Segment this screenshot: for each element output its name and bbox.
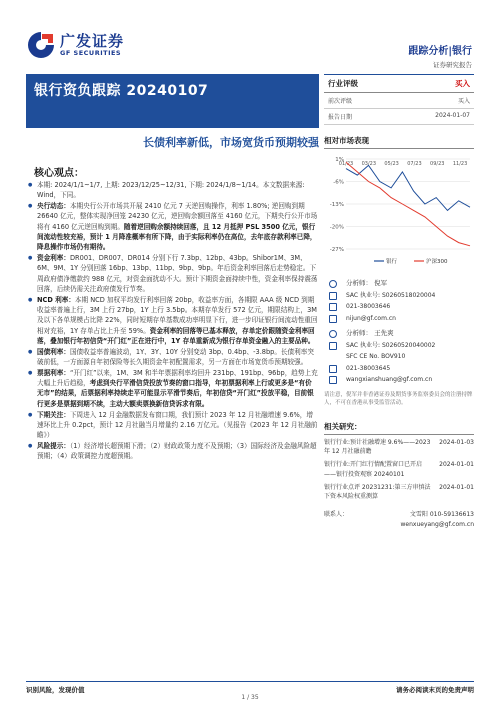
x-tick-label: 11/23 [452,161,468,167]
item-lead: 央行动态： [37,202,70,211]
contact-label: 联系人： [324,511,349,519]
report-subtitle: 长债利率新低，市场宽货币预期较强 [143,136,319,149]
core-view-heading: 核心观点： [34,168,84,179]
chart-heading: 相对市场表现 [324,135,474,149]
analyst-cert: SAC 执业号: S0260518020004 [346,291,436,299]
report-subcategory: 证券研究报告 [433,61,472,69]
related-date: 2024-01-01 [439,483,474,491]
analyst-email[interactable]: wangxianshuang@gf.com.cn [346,376,433,383]
core-view-item [26,441,318,462]
prev-rating-row [324,93,474,109]
related-title: 银行行业:开门红行情配置窗口已开启——银行投资观察 20240101 [324,461,423,478]
report-category: 跟踪分析|银行 [408,46,472,57]
x-tick-label: 05/23 [384,161,399,167]
item-lead: NCD 利率： [37,295,75,304]
related-item[interactable] [324,460,474,480]
y-tick-label: -13% [329,202,344,208]
related-list [324,438,474,503]
analyst-name: 分析师： 倪军 [346,279,388,287]
analyst-list [324,279,474,385]
page-number: 1 / 35 [241,694,259,701]
report-title: 银行资负跟踪 20240107 [34,83,209,99]
phone-icon [329,303,337,311]
y-tick-label: -27% [329,247,344,253]
related-heading: 相关研究： [324,421,474,435]
item-lead: 票据利率： [37,368,70,377]
item-text: （1）经济增长超预期下滑；（2）财政政策力度不及预期；（3）国际经济及金融风险超预期；（4）政策调控力度超预期。 [37,441,317,461]
core-view-item [26,295,318,346]
analyst-phone: 021-38003645 [346,364,391,372]
footer-divider [26,681,474,682]
item-text: 国债收益率普遍波动，1Y、3Y、10Y 分别变动 3bp、0.4bp、-3.8bp。长债利率突破前低，一方面源自年初保险等长久期资金年初配置需求，另一方面在市场宽货币预期较强。 [37,347,314,367]
x-tick-label: 03/23 [361,161,377,167]
core-view-item [26,201,318,252]
item-text: 本期 NCD 加权平均发行利率回落 20bp，收益率方面，各期限 AAA 级 NCD 到期收益率普遍上行，3M 上行 27bp，1Y 上行 3.5bp。本期存单发行 572 亿元，期限结构上，3M 及以下各单规模占比降 22%，同时短期存单基数成功率明显下行，进一步印证银行间流动性重回相对充裕，1Y 存单占比上升至 59%。 [37,295,318,335]
logo-text-cn: 广发证券 [60,31,125,50]
chart-svg [324,153,474,273]
y-tick-label: -6% [333,179,344,186]
sidebar [324,74,474,530]
item-lead: 资金利率： [37,254,70,263]
y-tick-label: -20% [329,224,344,231]
badge-icon [329,292,337,300]
item-emphasis: 随着逆回购余额持续回落，且 12 月抵押 PSL 3500 亿元，银行间流动性较充裕，预计 1 月降准概率有所下降，由于实际利率仍在高位，去年底存款利率已降，降息操作市场仍有期待。 [37,222,317,252]
related-title: 银行行业:预计社融增速 9.6%——2023 年 12 月社融前瞻 [324,438,431,456]
report-date-value: 2024-01-07 [435,112,470,119]
core-view-item [26,253,318,294]
badge-icon [329,342,337,350]
analyst-name: 分析师： 王先爽 [346,329,394,337]
core-view-item [26,180,318,201]
mail-icon [329,376,337,384]
x-tick-label: 07/23 [407,161,422,167]
related-date: 2024-01-03 [439,438,474,446]
legend-label: 沪深300 [426,259,448,265]
core-view-item [26,347,318,368]
series-line [346,165,470,210]
analyst-note: 请注意，倪军并非香港证券及期货事务监察委员会的注册持牌人，不可在香港从事受监管活动。 [324,391,473,406]
analyst-email[interactable]: nijun@gf.com.cn [346,314,396,322]
prev-rating-label: 前次评级 [328,98,353,105]
x-tick-label: 09/23 [430,161,445,167]
mail-icon [329,315,337,323]
contact-name: 文雪阳 010-59136613 [409,511,474,519]
phone-icon [329,365,337,373]
person-icon [329,280,337,288]
related-item[interactable] [324,438,474,458]
contact-block [324,510,474,530]
rating-value: 买入 [455,79,470,88]
related-title: 银行行业点评 20231231:第三方审慎法下资本风险权重测算 [324,483,431,501]
gf-logo [26,30,124,60]
item-lead: 国债利率： [37,347,70,356]
report-date-label: 报告日期 [328,114,353,121]
item-text: 本期: 2024/1/1~1/7, 上期: 2023/12/25~12/31, 下期: 2024/1/8~1/14。本文数据来源: Wind，下同。 [37,181,305,200]
related-item[interactable] [324,483,474,503]
item-text: 下周进入 12 月金融数据发布窗口期，我们预计 2023 年 12 月社融增速 9.6%，增速环比上升 0.2pct，预计 12 月社融当月增量约 2.16 万亿元。（见报告《2023 年 12 月社融前瞻》） [37,410,318,440]
analyst-cert2: SFC CE No. BOV910 [346,353,406,360]
rating-header [324,74,474,93]
report-header [0,0,500,70]
x-tick-label: 01/23 [338,161,354,167]
y-tick-label: 1% [335,157,344,163]
contact-email[interactable]: wenxueyang@gf.com.cn [400,521,474,529]
related-date: 2024-01-01 [439,461,474,469]
footer-slogan: 识别风险，发现价值 [26,686,85,694]
core-view-list [26,180,318,462]
analyst-block [324,329,474,385]
legend-label: 银行 [386,259,398,265]
report-date-row [324,109,474,125]
analyst-cert: SAC 执业号: S0260520040002 [346,341,436,349]
logo-text-en: GF SECURITIES [60,48,122,57]
analyst-phone: 021-38003646 [346,303,391,310]
person-icon [329,330,337,338]
item-text: 本期央行公开市场共开展 2410 亿元 7 天逆回购操作，利率 1.80%; 逆回购到期 26640 亿元，整体实现净回笼 24230 亿元，逆回购余额回落至 4160 亿元，下期央行公开市场将有 4160 亿元逆回购到期。 [37,202,318,231]
title-band [26,74,319,128]
rating-label: 行业评级 [328,79,358,88]
item-emphasis: 考虑到央行平滑信贷投放节奏的窗口指导，年初票据利率上行或更多是“有价无市”的结果，后票据利率持续走平可能显示平滑节奏后，年初信贷“开门红”投放平稳，目前银行更多是票据到期不续，主动大额卖票换新信贷诉求有限。 [37,379,314,408]
relative-performance-chart [324,153,474,273]
footer-disclaimer: 请务必阅读末页的免责声明 [396,686,474,694]
item-emphasis: 资金利率的回落等已基本释放，存单定价跟随资金利率回落，叠加银行年初信贷“开门红”正在进行中，1Y 存单重新成为银行存单资金融入的主要品种。 [37,326,315,345]
analyst-block [324,279,474,323]
prev-rating-value: 买入 [457,98,470,105]
core-view-item [26,368,318,409]
item-text: DR001、DR007、DR014 分别下行 7.3bp、12bp、43bp。Shibor1M、3M、6M、9M、1Y 分别回落 16bp、13bp、11bp、9bp、9bp。年后资金利率回落后走势稳定。下周政府债净缴款约 988 亿元，对资金面扰动不大。预计下期资金面持续中性，资金利率保持震荡回落，后续仍需关注政府债发行节奏。 [37,254,318,293]
item-lead: 风险提示： [37,441,70,450]
item-text: “开门红”以来，1M、3M 和半年票据利率均回升 231bp、191bp、96bp，趋势上充大幅上升后趋稳， [37,368,318,388]
core-view-item [26,410,318,441]
item-lead: 下期关注： [37,410,70,419]
gf-logo-icon [26,30,56,60]
